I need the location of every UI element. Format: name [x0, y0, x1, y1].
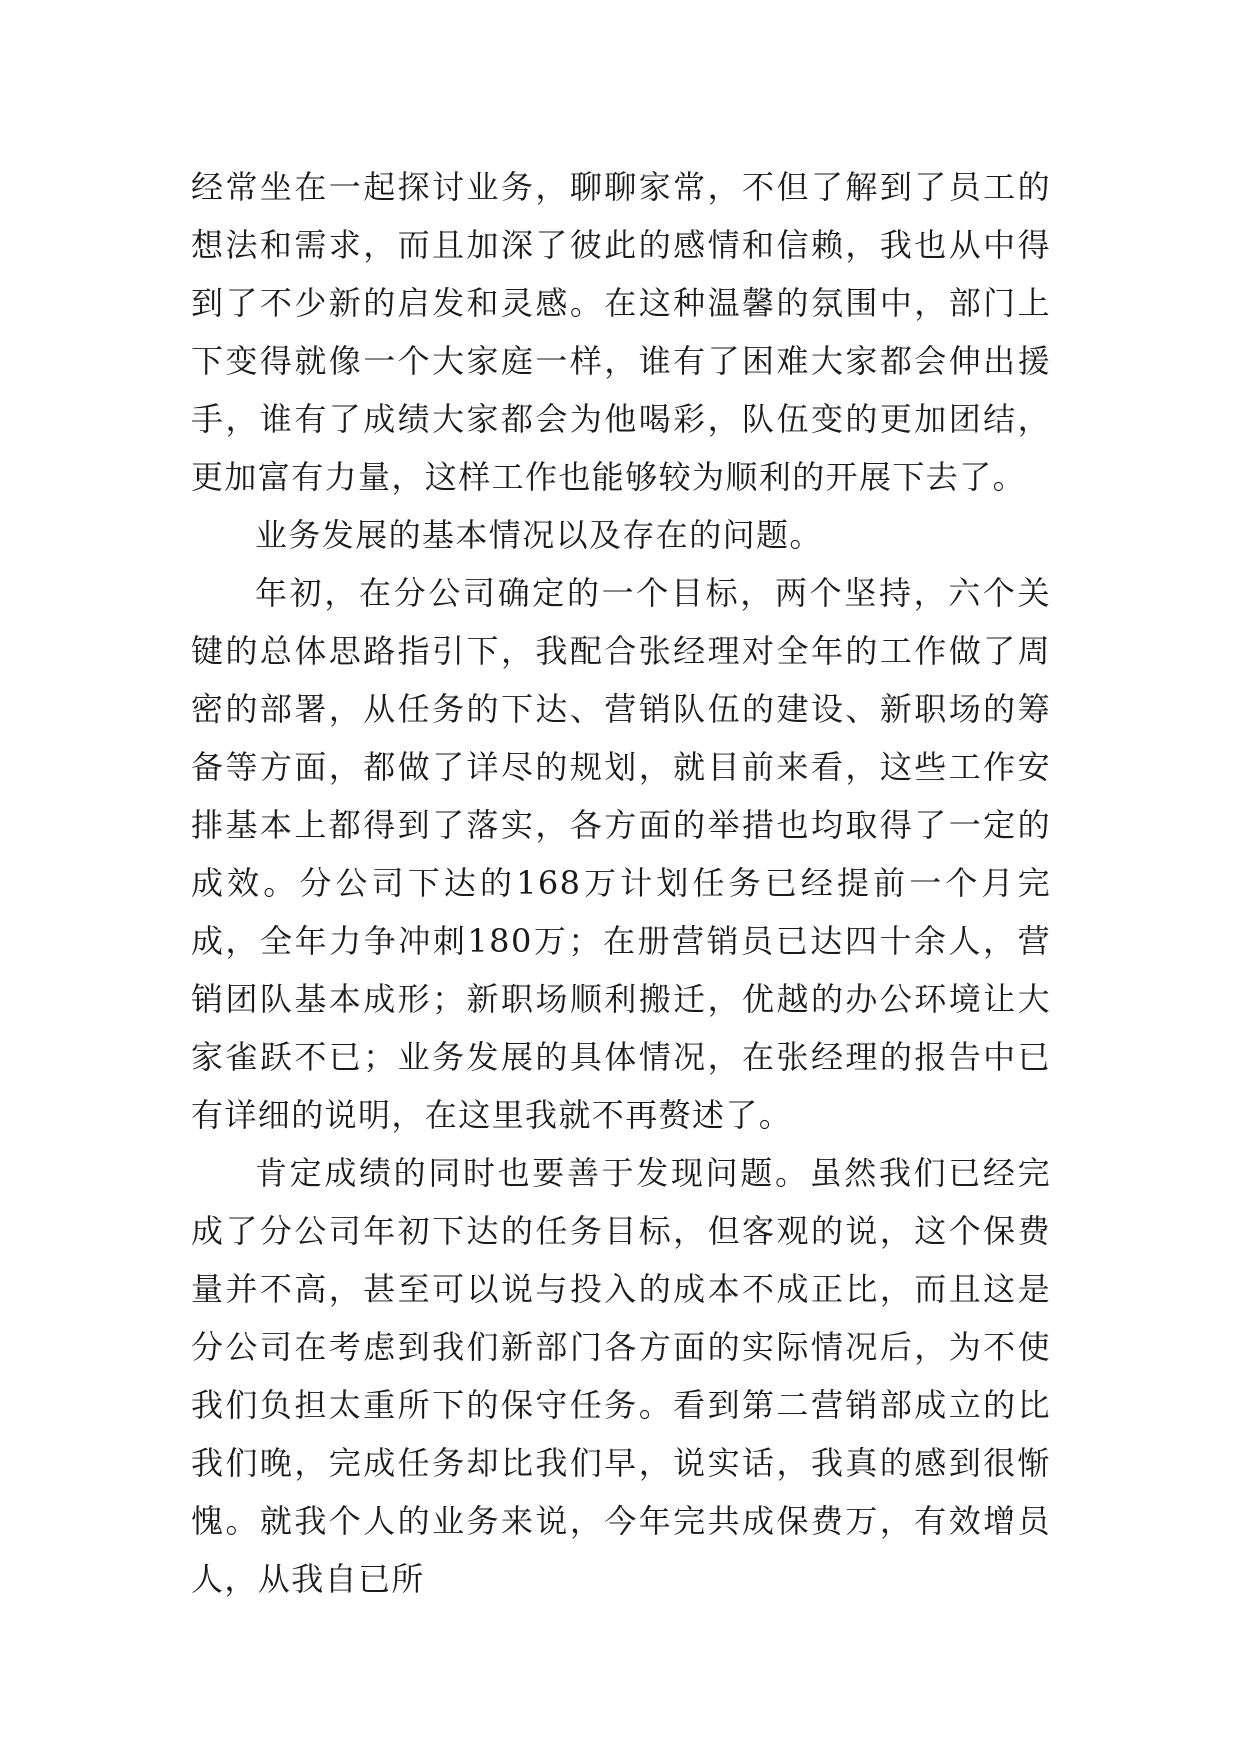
document-body — [191, 158, 1051, 1608]
paragraph-continuation: 经常坐在一起探讨业务，聊聊家常，不但了解到了员工的想法和需求，而且加深了彼此的感情和信赖，我也从中得到了不少新的启发和灵感。在这种温馨的氛围中，部门上下变得就像一个大家庭一样，谁有了困难大家都会伸出援手，谁有了成绩大家都会为他喝彩，队伍变的更加团结，更加富有力量，这样工作也能够较为顺利的开展下去了。 — [191, 168, 1051, 496]
paragraph-section-heading: 业务发展的基本情况以及存在的问题。 — [255, 516, 823, 554]
paragraph-problems: 肯定成绩的同时也要善于发现问题。虽然我们已经完成了分公司年初下达的任务目标，但客观的说，这个保费量并不高，甚至可以说与投入的成本不成正比，而且这是分公司在考虑到我们新部门各方面的实际情况后，为不使我们负担太重所下的保守任务。看到第二营销部成立的比我们晚，完成任务却比我们早，说实话，我真的感到很惭愧。就我个人的业务来说，今年完共成保费万，有效增员人，从我自已所 — [191, 1154, 1051, 1598]
paragraph-business-overview: 年初，在分公司确定的一个目标，两个坚持，六个关键的总体思路指引下，我配合张经理对全年的工作做了周密的部署，从任务的下达、营销队伍的建设、新职场的筹备等方面，都做了详尽的规划，就目前来看，这些工作安排基本上都得到了落实，各方面的举措也均取得了一定的成效。分公司下达的168万计划任务已经提前一个月完成，全年力争冲刺180万；在册营销员已达四十余人，营销团队基本成形；新职场顺利搬迁，优越的办公环境让大家雀跃不已；业务发展的具体情况，在张经理的报告中已有详细的说明，在这里我就不再赘述了。 — [191, 574, 1051, 1134]
